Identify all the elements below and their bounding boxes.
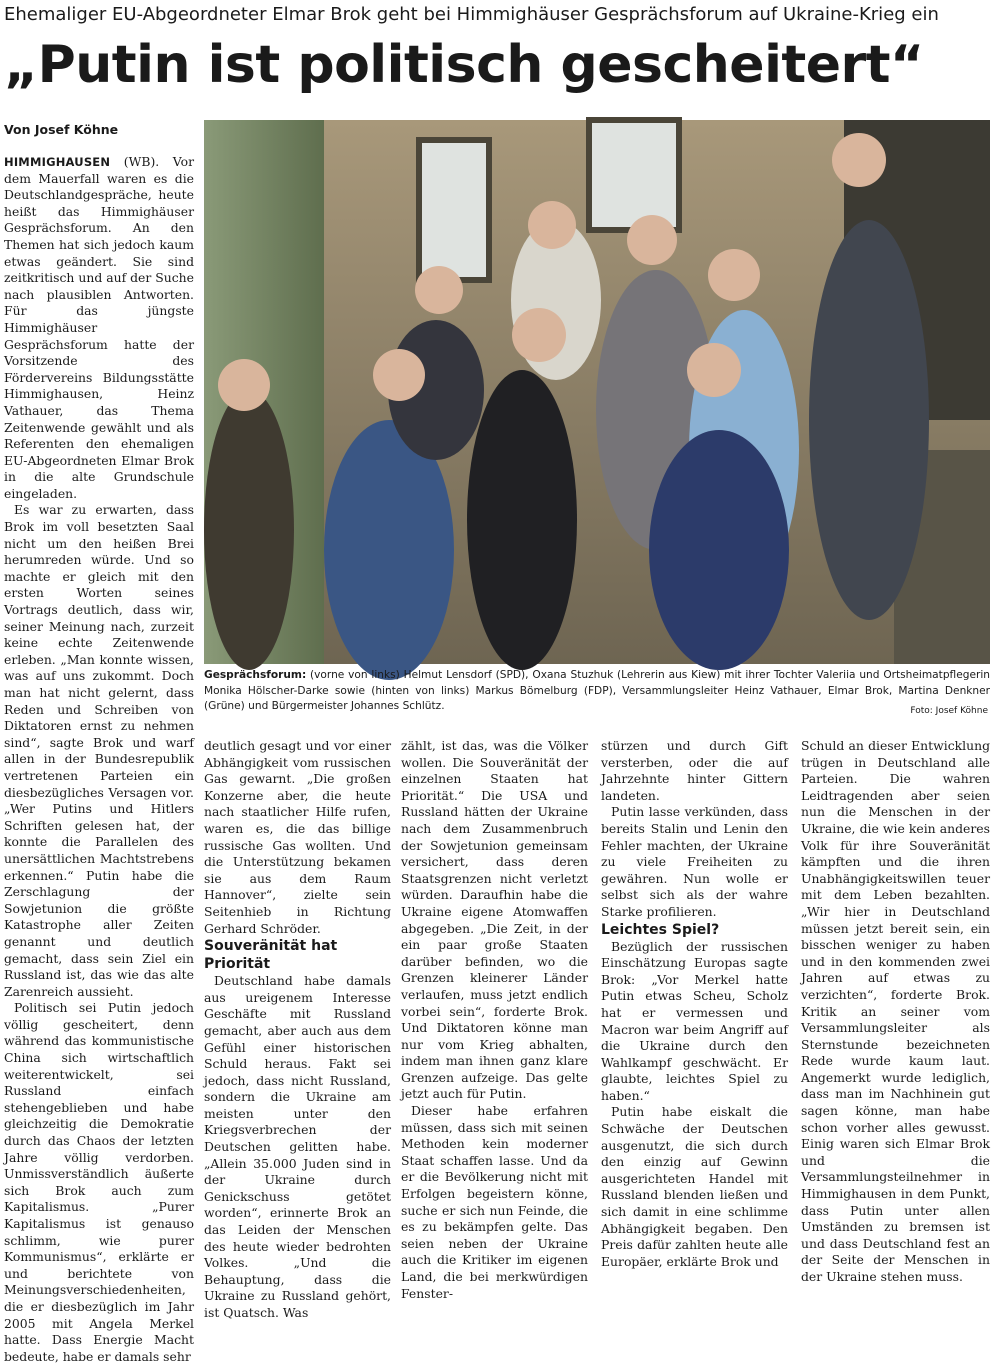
article-column-5	[801, 738, 990, 1284]
group-photo	[204, 120, 990, 664]
dateline-source: (WB).	[110, 154, 160, 169]
article-paragraph: Deutschland habe damals aus ureigenem Interesse Geschäfte mit Russland gemacht, aber auch aus dem Gefühl einer historischen Schuld heraus. Fakt sei jedoch, dass nicht Russland, sondern die Ukraine am meisten unter den Kriegsverbrechen der Deutschen gelitten habe. „Allein 35.000 Juden sind in der Ukraine durch Genickschuss getötet worden“, erinnerte Brok an das Leiden der Menschen des heute wieder bedrohten Volkes. „Und die Behauptung, dass die Ukraine zu Russland gehört, ist Quatsch. Was	[204, 973, 391, 1320]
photo-credit: Foto: Josef Köhne	[910, 706, 988, 716]
article-paragraph: deutlich gesagt und vor einer Abhängigkeit vom russischen Gas gewarnt. „Die großen Konzerne aber, die heute nach staatlicher Hilfe rufen, waren es, die das billige russische Gas wollten. Und die Unterstützung bekamen sie aus dem Raum Hannover“, zielte sein Seitenhieb in Richtung Gerhard Schröder.	[204, 738, 391, 936]
article-column-3	[401, 738, 588, 1301]
article-kicker: Ehemaliger EU-Abgeordneter Elmar Brok geht bei Himmighäuser Gesprächsforum auf Ukraine-Krieg ein	[4, 4, 939, 25]
subheading: Souveränität hat Priorität	[204, 938, 338, 973]
article-paragraph: stürzen und durch Gift versterben, oder die auf Jahrzehnte hinter Gittern landeten.	[601, 738, 788, 803]
article-paragraph: Putin lasse verkünden, dass bereits Stalin und Lenin den Fehler machten, der Ukraine zu viele Freiheiten zu gewähren. Nun wolle er selbst sich als der wahre Starke profilieren.	[601, 804, 788, 919]
article-paragraph	[4, 154, 194, 502]
article-paragraph: Schuld an dieser Entwicklung trügen in Deutschland alle Parteien. Die wahren Leidtragenden aber seien nun die Menschen in der Ukraine, die wie kein anderes Volk für ihre Souveränität kämpften und die ihren Unabhängigkeitswillen teuer mit dem Leben bezahlten. „Wir hier in Deutschland müssen jetzt bereit sein, ein bisschen weniger zu haben und in den kommenden zwei Jahren auf etwas zu verzichten“, forderte Brok. Kritik an seiner vom Versammlungsleiter als Sternstunde bezeichneten Rede wurde kaum laut. Angemerkt wurde lediglich, dass man im Nachhinein gut sagen könne, man habe schon vorher alles gewusst. Einig waren sich Elmar Brok und die Versammlungsteilnehmer in Himmighausen in dem Punkt, dass Putin unter allen Umständen zu bremsen ist und dass Deutschland fest an der Seite der Menschen in der Ukraine stehen muss.	[801, 738, 990, 1284]
article-byline: Von Josef Köhne	[4, 122, 119, 137]
article-paragraph: Putin habe eiskalt die Schwäche der Deutschen ausgenutzt, die sich durch den einzig auf Gewinn ausgerichteten Handel mit Russland blenden ließen und sich damit in eine schlimme Abhängigkeit begaben. Den Preis dafür zahlten heute alle Europäer, erklärte Brok und	[601, 1104, 788, 1269]
article-paragraph: Dieser habe erfahren müssen, dass sich mit seinen Methoden kein moderner Staat schaffen lasse. Und da er die Bevölkerung nicht mit Erfolgen begeistern könne, suche er sich nun Feinde, die es zu bekämpfen gelte. Das seien neben der Ukraine auch die Kritiker im eigenen Land, die bei merkwürdigen Fenster-	[401, 1103, 588, 1301]
caption-lead: Gesprächsforum:	[204, 669, 307, 681]
dateline: HIMMIGHAUSEN	[4, 155, 111, 169]
photo-caption	[204, 668, 990, 720]
caption-text: (vorne von links) Helmut Lensdorf (SPD), Oxana Stuzhuk (Lehrerin aus Kiew) mit ihrer Tochter Valeriia und Ortsheimatpflegerin Monika Hölscher-Darke sowie (hinten von links) Markus Bömelburg (FDP), Versammlungsleiter Heinz Vathauer, Elmar Brok, Martina Denkner (Grüne) und Bürgermeister Johannes Schlütz.	[204, 669, 990, 712]
article-column-2	[204, 738, 391, 1320]
article-paragraph: Es war zu erwarten, dass Brok im voll besetzten Saal nicht um den heißen Brei herumreden würde. Und so machte er gleich mit den ersten Worten seines Vortrags deutlich, dass wir, seiner Meinung nach, zurzeit keine echte Zeitenwende erleben. „Man konnte wissen, was auf uns zukommt. Doch man hat nicht gelernt, dass Reden und Schreiben von Diktatoren ernst zu nehmen sind“, sagte Brok und warf allen in der Bundesrepublik vertretenen Parteien ein diesbezügliches Versagen vor. „Wer Putins und Hitlers Schriften gelesen hat, der konnte die Parallelen des unersättlichen Machtstrebens erkennen.“ Putin habe die Zerschlagung der Sowjetunion die größte Katastrophe aller Zeiten genannt und deutlich gemacht, dass sein Ziel ein Russland ist, das wie das alte Zarenreich aussieht.	[4, 502, 194, 999]
paragraph-text: Vor dem Mauerfall waren es die Deutschlandgespräche, heute heißt das Himmighäuser Gesprächsforum. An den Themen hat sich jedoch kaum etwas geändert. Sie sind zeitkritisch und auf der Suche nach plausiblen Antworten. Für das jüngste Himmighäuser Gesprächsforum hatte der Vorsitzende des Fördervereins Bildungsstätte Himmighausen, Heinz Vathauer, das Thema Zeitenwende gewählt und als Referenten den ehemaligen EU-Abgeordneten Elmar Brok in die alte Grundschule eingeladen.	[4, 154, 194, 501]
article-paragraph: zählt, ist das, was die Völker wollen. Die Souveränität der einzelnen Staaten hat Priorität.“ Die USA und Russland hätten der Ukraine nach dem Zusammenbruch der Sowjetunion gemeinsam versichert, dass deren Staatsgrenzen nicht verletzt würden. Daraufhin habe die Ukraine eigene Atomwaffen abgegeben. „Die Zeit, in der ein paar große Staaten darüber befinden, wo die Grenzen kleinerer Länder verlaufen, muss jetzt endlich vorbei sein“, forderte Brok. Und Diktatoren könne man nur vom Krieg abhalten, indem man ihnen ganz klare Grenzen aufzeige. Das gelte jetzt auch für Putin.	[401, 738, 588, 1102]
article-column-1	[4, 154, 194, 1364]
article-column-4	[601, 738, 788, 1269]
article-paragraph: Bezüglich der russischen Einschätzung Europas sagte Brok: „Vor Merkel hatte Putin etwas Scheu, Scholz hat er vermessen und Macron war beim Angriff auf die Ukraine durch den Wahlkampf geschwächt. Er glaubte, leichtes Spiel zu haben.“	[601, 938, 788, 1103]
article-headline: „Putin ist politisch gescheitert“	[4, 35, 924, 95]
group-photo-image	[204, 120, 990, 664]
subheading: Leichtes Spiel?	[601, 921, 720, 938]
article-paragraph: Politisch sei Putin jedoch völlig gescheitert, denn während das kommunistische China sich wirtschaftlich weiterentwickelt, sei Russland einfach stehengeblieben und habe gleichzeitig die Demokratie durch das Chaos der letzten Jahre völlig verdorben. Unmissverständlich äußerte sich Brok auch zum Kapitalismus. „Purer Kapitalismus ist genauso schlimm, wie purer Kommunismus“, erklärte er und berichtete von Meinungsverschiedenheiten, die er diesbezüglich im Jahr 2005 mit Angela Merkel hatte. Dass Energie Macht bedeute, habe er damals sehr	[4, 1000, 194, 1364]
